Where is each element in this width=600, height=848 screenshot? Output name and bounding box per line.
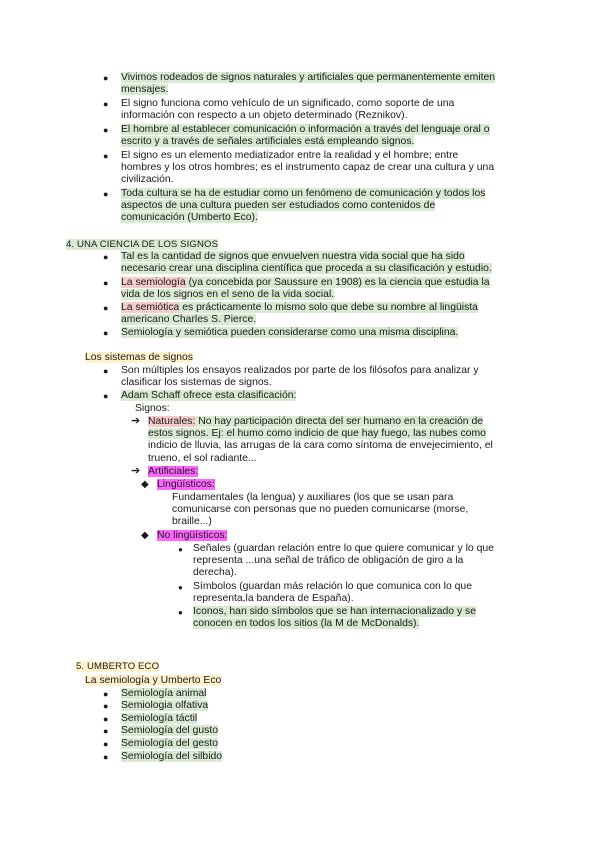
bullet-icon: ● bbox=[103, 99, 109, 109]
text-line: comunicarse con personas que no pueden comunicarse (morse, bbox=[172, 504, 469, 516]
bullet-icon: ● bbox=[103, 189, 109, 199]
list-item bbox=[121, 98, 528, 122]
text-line: Símbolos (guardan más relación lo que comunica con lo que bbox=[193, 581, 472, 592]
bullet-icon: ● bbox=[103, 125, 109, 135]
list-item bbox=[121, 390, 528, 402]
text-line: conocen en todos los sitios (la M de McDonalds). bbox=[193, 618, 420, 630]
list-item bbox=[121, 150, 528, 187]
bullet-icon: ● bbox=[103, 366, 109, 376]
term-highlight: La semiología bbox=[121, 277, 186, 288]
list-item bbox=[121, 188, 528, 225]
artificiales-label bbox=[148, 466, 198, 478]
bullet-icon: ● bbox=[178, 583, 183, 592]
text-line: necesario crear una disciplina científica que proceda a su clasificación y estudio. bbox=[121, 263, 492, 275]
bullet-icon: ● bbox=[103, 689, 109, 699]
text-line: Toda cultura se ha de estudiar como un fenómeno de comunicación y todos los bbox=[121, 188, 486, 199]
list-item bbox=[121, 688, 528, 700]
text-line: Semiologia olfativa bbox=[121, 700, 209, 711]
bullet-icon: ● bbox=[103, 303, 109, 313]
list-item bbox=[193, 543, 527, 580]
text-line: Semiología táctil bbox=[121, 713, 198, 724]
text-line: Vivimos rodeados de signos naturales y artificiales que permanentemente emiten bbox=[121, 72, 496, 83]
text-line: escrito y a través de señales artificiales está empleando signos. bbox=[121, 136, 415, 148]
text-line: vida de los signos en el seno de la vida social. bbox=[121, 289, 335, 301]
section-heading-text: 4. UNA CIENCIA DE LOS SIGNOS bbox=[66, 239, 219, 250]
text-line: El signo funciona como vehículo de un significado, como soporte de una bbox=[121, 98, 455, 109]
section-heading bbox=[76, 661, 159, 673]
text-line: El hombre al establecer comunicación o información a través del lenguaje oral o bbox=[121, 124, 490, 135]
text-line: Semiología del gusto bbox=[121, 725, 219, 736]
text-line: Semiología animal bbox=[121, 688, 207, 699]
text-line: americano Charles S. Pierce. bbox=[121, 314, 257, 326]
list-item bbox=[121, 251, 528, 275]
linguisticos-block bbox=[172, 492, 527, 529]
linguisticos-label bbox=[157, 479, 215, 491]
text-line: Son múltiples los ensayos realizados por parte de los filósofos para analizar y bbox=[121, 365, 479, 376]
text-line: Semiología del gesto bbox=[121, 738, 219, 749]
signos-label bbox=[135, 403, 170, 415]
text-line: (ya concebida por Saussure en 1908) es la ciencia que estudia la bbox=[185, 277, 490, 288]
bullet-icon: ● bbox=[103, 701, 109, 711]
bullet-icon: ● bbox=[103, 391, 109, 401]
list-item bbox=[121, 751, 528, 763]
text-line: clasificar los sistemas de signos. bbox=[121, 377, 272, 389]
diamond-bullet-icon: ◆ bbox=[141, 479, 149, 490]
text-line: Tal es la cantidad de signos que envuelven nuestra vida social que ha sido bbox=[121, 251, 465, 262]
text-line: estos signos. Ej: el humo como indicio de que hay fuego, las nubes como bbox=[148, 428, 486, 440]
text-line: trueno, el sol radiante... bbox=[148, 452, 257, 464]
text-line: mensajes. bbox=[121, 84, 169, 96]
term-highlight: Naturales: bbox=[148, 416, 196, 427]
subsection-heading-text: La semiología y Umberto Eco bbox=[85, 675, 222, 686]
section-heading bbox=[66, 239, 218, 251]
text-line: Semiología del silbido bbox=[121, 751, 223, 762]
text-line: No hay participación directa del ser humano en la creación de bbox=[195, 416, 483, 427]
bullet-icon: ● bbox=[103, 252, 109, 262]
text-line: Fundamentales (la lengua) y auxiliares (los que se usan para bbox=[172, 492, 454, 503]
diamond-bullet-icon: ◆ bbox=[141, 530, 149, 541]
text-line: indicio de lluvia, las arrugas de la cara como síntoma de envejecimiento, el bbox=[148, 440, 493, 452]
text-line: El signo es un elemento mediatizador entre la realidad y el hombre; entre bbox=[121, 150, 459, 161]
subsection-heading-text: Los sistemas de signos bbox=[85, 352, 194, 363]
list-item bbox=[121, 124, 528, 148]
list-item bbox=[121, 725, 528, 737]
list-item bbox=[121, 277, 528, 301]
bullet-icon: ● bbox=[103, 278, 109, 288]
text-line: es prácticamente lo mismo solo que debe su nombre al lingüista bbox=[179, 302, 478, 313]
bullet-icon: ● bbox=[103, 726, 109, 736]
term-highlight: Lingüísticos: bbox=[157, 479, 215, 490]
bullet-icon: ● bbox=[178, 545, 183, 554]
list-item bbox=[121, 72, 528, 96]
bullet-icon: ● bbox=[103, 739, 109, 749]
text-line: Señales (guardan relación entre lo que quiere comunicar y lo que bbox=[193, 543, 494, 554]
bullet-icon: ● bbox=[178, 608, 183, 617]
subsection-heading bbox=[85, 675, 221, 687]
text-line: información con respecto a un objeto determinado (Reznikov). bbox=[121, 110, 408, 122]
text-line: representa ...una señal de tráfico de obligación de giro a la bbox=[193, 555, 464, 567]
arrow-right-icon: ➔ bbox=[131, 465, 141, 477]
bullet-icon: ● bbox=[103, 328, 109, 338]
text-line: hombres y los otros hombres; es el instrumento capaz de crear una cultura y una bbox=[121, 162, 495, 174]
bullet-icon: ● bbox=[103, 151, 109, 161]
list-item bbox=[193, 581, 527, 605]
text-line: aspectos de una cultura pueden ser estudiados como contenidos de bbox=[121, 200, 436, 212]
signos-label-text: Signos: bbox=[135, 403, 170, 414]
text-line: Semiología y semiótica pueden considerarse como una misma disciplina. bbox=[121, 327, 459, 338]
bullet-icon: ● bbox=[103, 714, 109, 724]
text-line: Iconos, han sido símbolos que se han internacionalizado y se bbox=[193, 606, 477, 617]
bullet-icon: ● bbox=[103, 752, 109, 762]
text-line: Adam Schaff ofrece esta clasificación: bbox=[121, 390, 297, 401]
list-item bbox=[193, 606, 527, 630]
naturales-block bbox=[148, 416, 528, 465]
list-item bbox=[121, 713, 528, 725]
text-line: comunicación (Umberto Eco). bbox=[121, 212, 258, 224]
arrow-right-icon: ➔ bbox=[131, 415, 141, 427]
list-item bbox=[121, 738, 528, 750]
list-item bbox=[121, 327, 528, 339]
text-line: civilización. bbox=[121, 174, 174, 186]
list-item bbox=[121, 302, 528, 326]
list-item bbox=[121, 700, 528, 712]
term-highlight: La semiótica bbox=[121, 302, 180, 313]
text-line: representa,la bandera de España). bbox=[193, 593, 354, 605]
section-heading-text: 5. UMBERTO ECO bbox=[76, 661, 160, 672]
text-line: braille...) bbox=[172, 516, 212, 528]
text-line: derecha). bbox=[193, 567, 237, 579]
subsection-heading bbox=[85, 352, 193, 364]
term-highlight: Artificiales: bbox=[148, 466, 199, 477]
bullet-icon: ● bbox=[103, 73, 109, 83]
term-highlight: No lingüísticos: bbox=[157, 530, 228, 541]
list-item bbox=[121, 365, 528, 389]
no-linguisticos-label bbox=[157, 530, 227, 542]
